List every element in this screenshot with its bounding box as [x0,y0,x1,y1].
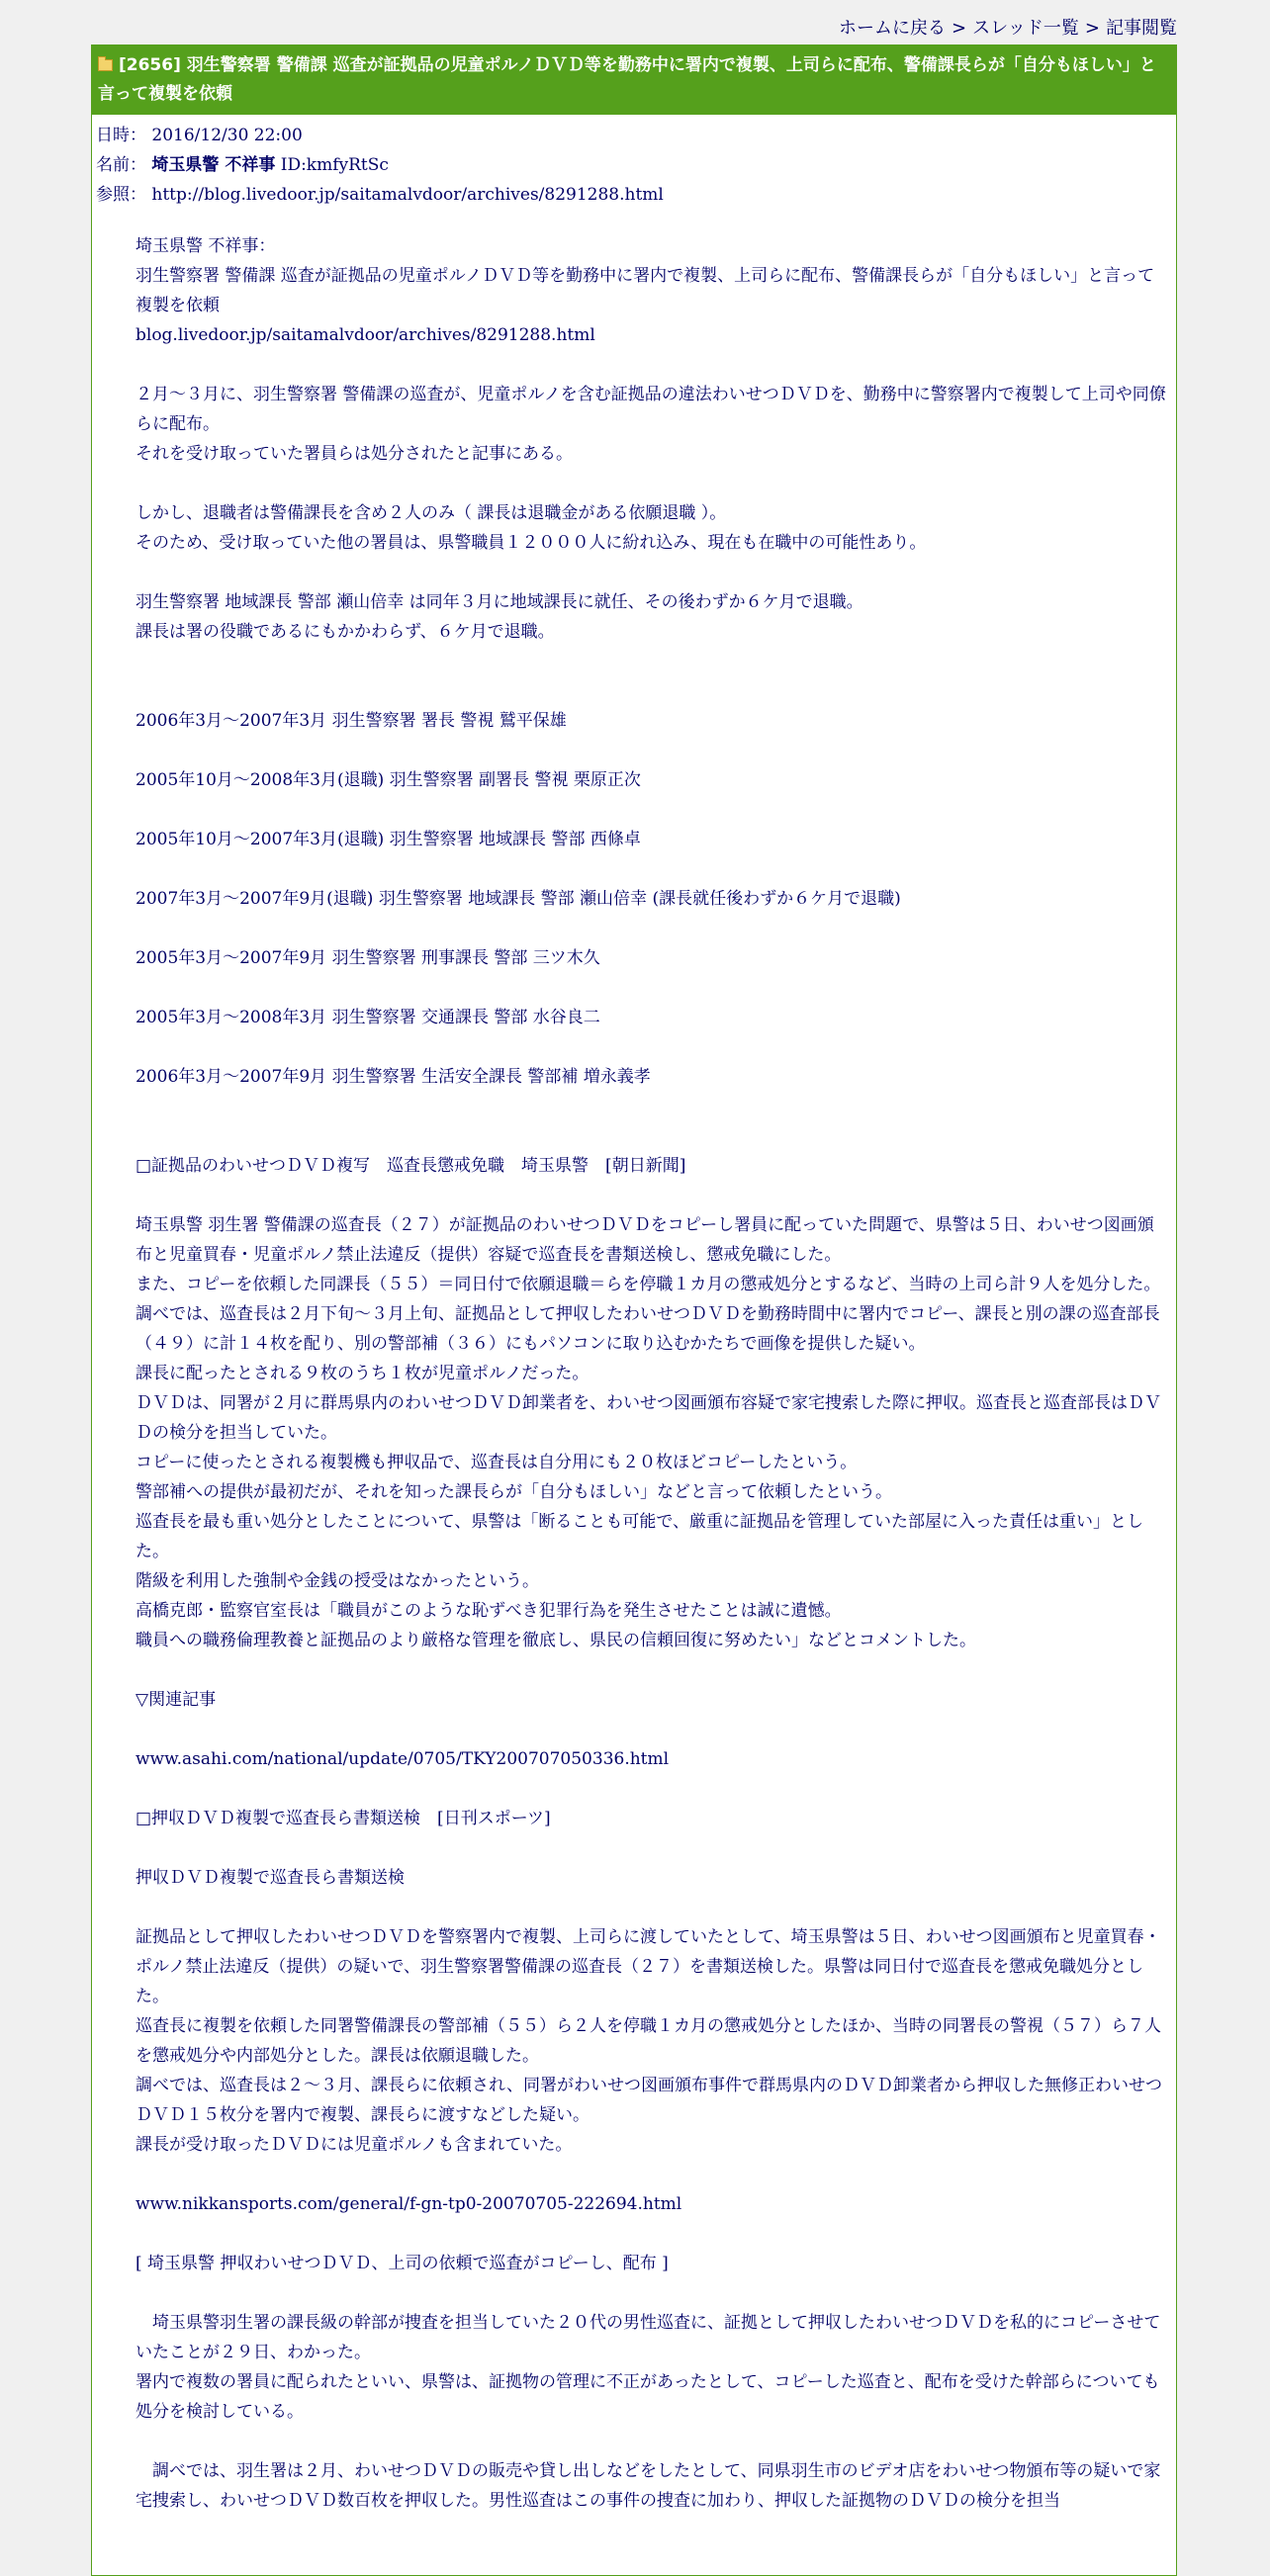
ref-row [96,180,1172,210]
author-id: ID:kmfyRtSc [280,155,389,175]
home-link[interactable]: ホームに戻る [838,18,946,39]
post-meta [92,115,1176,210]
date-label: 日時： [96,126,146,145]
post-header [92,45,1176,115]
date-row [96,121,1172,150]
post-date: 2016/12/30 22:00 [151,126,303,145]
author-name: 埼玉県警 不祥事 [151,155,276,175]
name-label: 名前： [96,155,146,175]
breadcrumb-separator: > [951,18,967,39]
article-view-label: 記事閲覧 [1106,18,1177,39]
breadcrumb-nav [0,14,1177,40]
post-body: 埼玉県警 不祥事： 羽生警察署 警備課 巡査が証拠品の児童ポルノＤＶＤ等を勤務中に署内で複製、上司らに配布、警備課長らが「自分もほしい」と言って複製を依頼 blog.livedoor.jp/saitamalvdoor/archives/8291288.html ２月～３月に、羽生警察署 警備課の巡査が、児童ポルノを含む証拠品の違法わいせつＤＶＤを、勤務中に警察署内で複製して上司や同僚らに配布。 それを受け取っていた署員らは処分されたと記事にある。 しかし、退職者は警備課長を含め２人のみ（ 課長は退職金がある依願退職 ）。 そのため、受け取っていた他の署員は、県警職員１２０００人に紛れ込み、現在も在職中の可能性あり。 羽生警察署 地域課長 警部 瀬山倍幸 は同年３月に地域課長に就任、その後わずか６ケ月で退職。 課長は署の役職であるにもかかわらず、６ケ月で退職。 2006年3月～2007年3月 羽生警察署 署長 警視 鷲平保雄 2005年10月～2008年3月(退職) 羽生警察署 副署長 警視 栗原正次 2005年10月～2007年3月(退職) 羽生警察署 地域課長 警部 西條卓 2007年3月～2007年9月(退職) 羽生警察署 地域課長 警部 瀬山倍幸 (課長就任後わずか６ケ月で退職) 2005年3月～2007年9月 羽生警察署 刑事課長 警部 三ツ木久 2005年3月～2008年3月 羽生警察署 交通課長 警部 水谷良二 2006年3月～2007年9月 羽生警察署 生活安全課長 警部補 増永義孝 □証拠品のわいせつＤＶＤ複写 巡査長懲戒免職 埼玉県警 [朝日新聞] 埼玉県警 羽生署 警備課の巡査長（２７）が証拠品のわいせつＤＶＤをコピーし署員に配っていた問題で、県警は５日、わいせつ図画頒布と児童買春・児童ポルノ禁止法違反（提供）容疑で巡査長を書類送検し、懲戒免職にした。 また、コピーを依頼した同課長（５５）＝同日付で依願退職＝らを停職１カ月の懲戒処分とするなど、当時の上司ら計９人を処分した。 調べでは、巡査長は２月下旬～３月上旬、証拠品として押収したわいせつＤＶＤを勤務時間中に署内でコピー、課長と別の課の巡査部長（４９）に計１４枚を配り、別の警部補（３６）にもパソコンに取り込むかたちで画像を提供した疑い。 課長に配ったとされる９枚のうち１枚が児童ポルノだった。 ＤＶＤは、同署が２月に群馬県内のわいせつＤＶＤ卸業者を、わいせつ図画頒布容疑で家宅捜索した際に押収。巡査長と巡査部長はＤＶＤの検分を担当していた。 コピーに使ったとされる複製機も押収品で、巡査長は自分用にも２０枚ほどコピーしたという。 警部補への提供が最初だが、それを知った課長らが「自分もほしい」などと言って依頼したという。 巡査長を最も重い処分としたことについて、県警は「断ることも可能で、厳重に証拠品を管理していた部屋に入った責任は重い」とした。 階級を利用した強制や金銭の授受はなかったという。 高橋克郎・監察官室長は「職員がこのような恥ずべき犯罪行為を発生させたことは誠に遺憾。 職員への職務倫理教養と証拠品のより厳格な管理を徹底し、県民の信頼回復に努めたい」などとコメントした。 ▽関連記事 www.asahi.com/national/update/0705/TKY200707050336.html □押収ＤＶＤ複製で巡査長ら書類送検 [日刊スポーツ] 押収ＤＶＤ複製で巡査長ら書類送検 証拠品として押収したわいせつＤＶＤを警察署内で複製、上司らに渡していたとして、埼玉県警は５日、わいせつ図画頒布と児童買春・ポルノ禁止法違反（提供）の疑いで、羽生警察署警備課の巡査長（２７）を書類送検した。県警は同日付で巡査長を懲戒免職処分とした。 巡査長に複製を依頼した同署警備課長の警部補（５５）ら２人を停職１カ月の懲戒処分としたほか、当時の同署長の警視（５７）ら７人を懲戒処分や内部処分とした。課長は依願退職した。 調べでは、巡査長は２～３月、課長らに依頼され、同署がわいせつ図画頒布事件で群馬県内のＤＶＤ卸業者から押収した無修正わいせつＤＶＤ１５枚分を署内で複製、課長らに渡すなどした疑い。 課長が受け取ったＤＶＤには児童ポルノも含まれていた。 www.nikkansports.com/general/f-gn-tp0-20070705-222694.html [ 埼玉県警 押収わいせつＤＶＤ、上司の依頼で巡査がコピーし、配布 ] 埼玉県警羽生署の課長級の幹部が捜査を担当していた２０代の男性巡査に、証拠として押収したわいせつＤＶＤを私的にコピーさせていたことが２９日、わかった。 署内で複数の署員に配られたといい、県警は、証拠物の管理に不正があったとして、コピーした巡査と、配布を受けた幹部らについても処分を検討している。 調べでは、羽生署は２月、わいせつＤＶＤの販売や貸し出しなどをしたとして、同県羽生市のビデオ店をわいせつ物頒布等の疑いで家宅捜索し、わいせつＤＶＤ数百枚を押収した。男性巡査はこの事件の捜査に加わり、押収した証拠物のＤＶＤの検分を担当 [136,236,1166,2511]
name-row [96,150,1172,180]
ref-label: 参照： [96,185,146,205]
breadcrumb-separator: > [1084,18,1100,39]
folder-icon [98,59,113,71]
ref-link[interactable]: http://blog.livedoor.jp/saitamalvdoor/archives/8291288.html [151,185,664,205]
post-title: [2656] 羽生警察署 警備課 巡査が証拠品の児童ポルノＤＶＤ等を勤務中に署内で複製、上司らに配布、警備課長らが「自分もほしい」と言って複製を依頼 [98,55,1156,104]
thread-list-link[interactable]: スレッド一覧 [972,18,1079,39]
post-container [91,44,1177,2576]
